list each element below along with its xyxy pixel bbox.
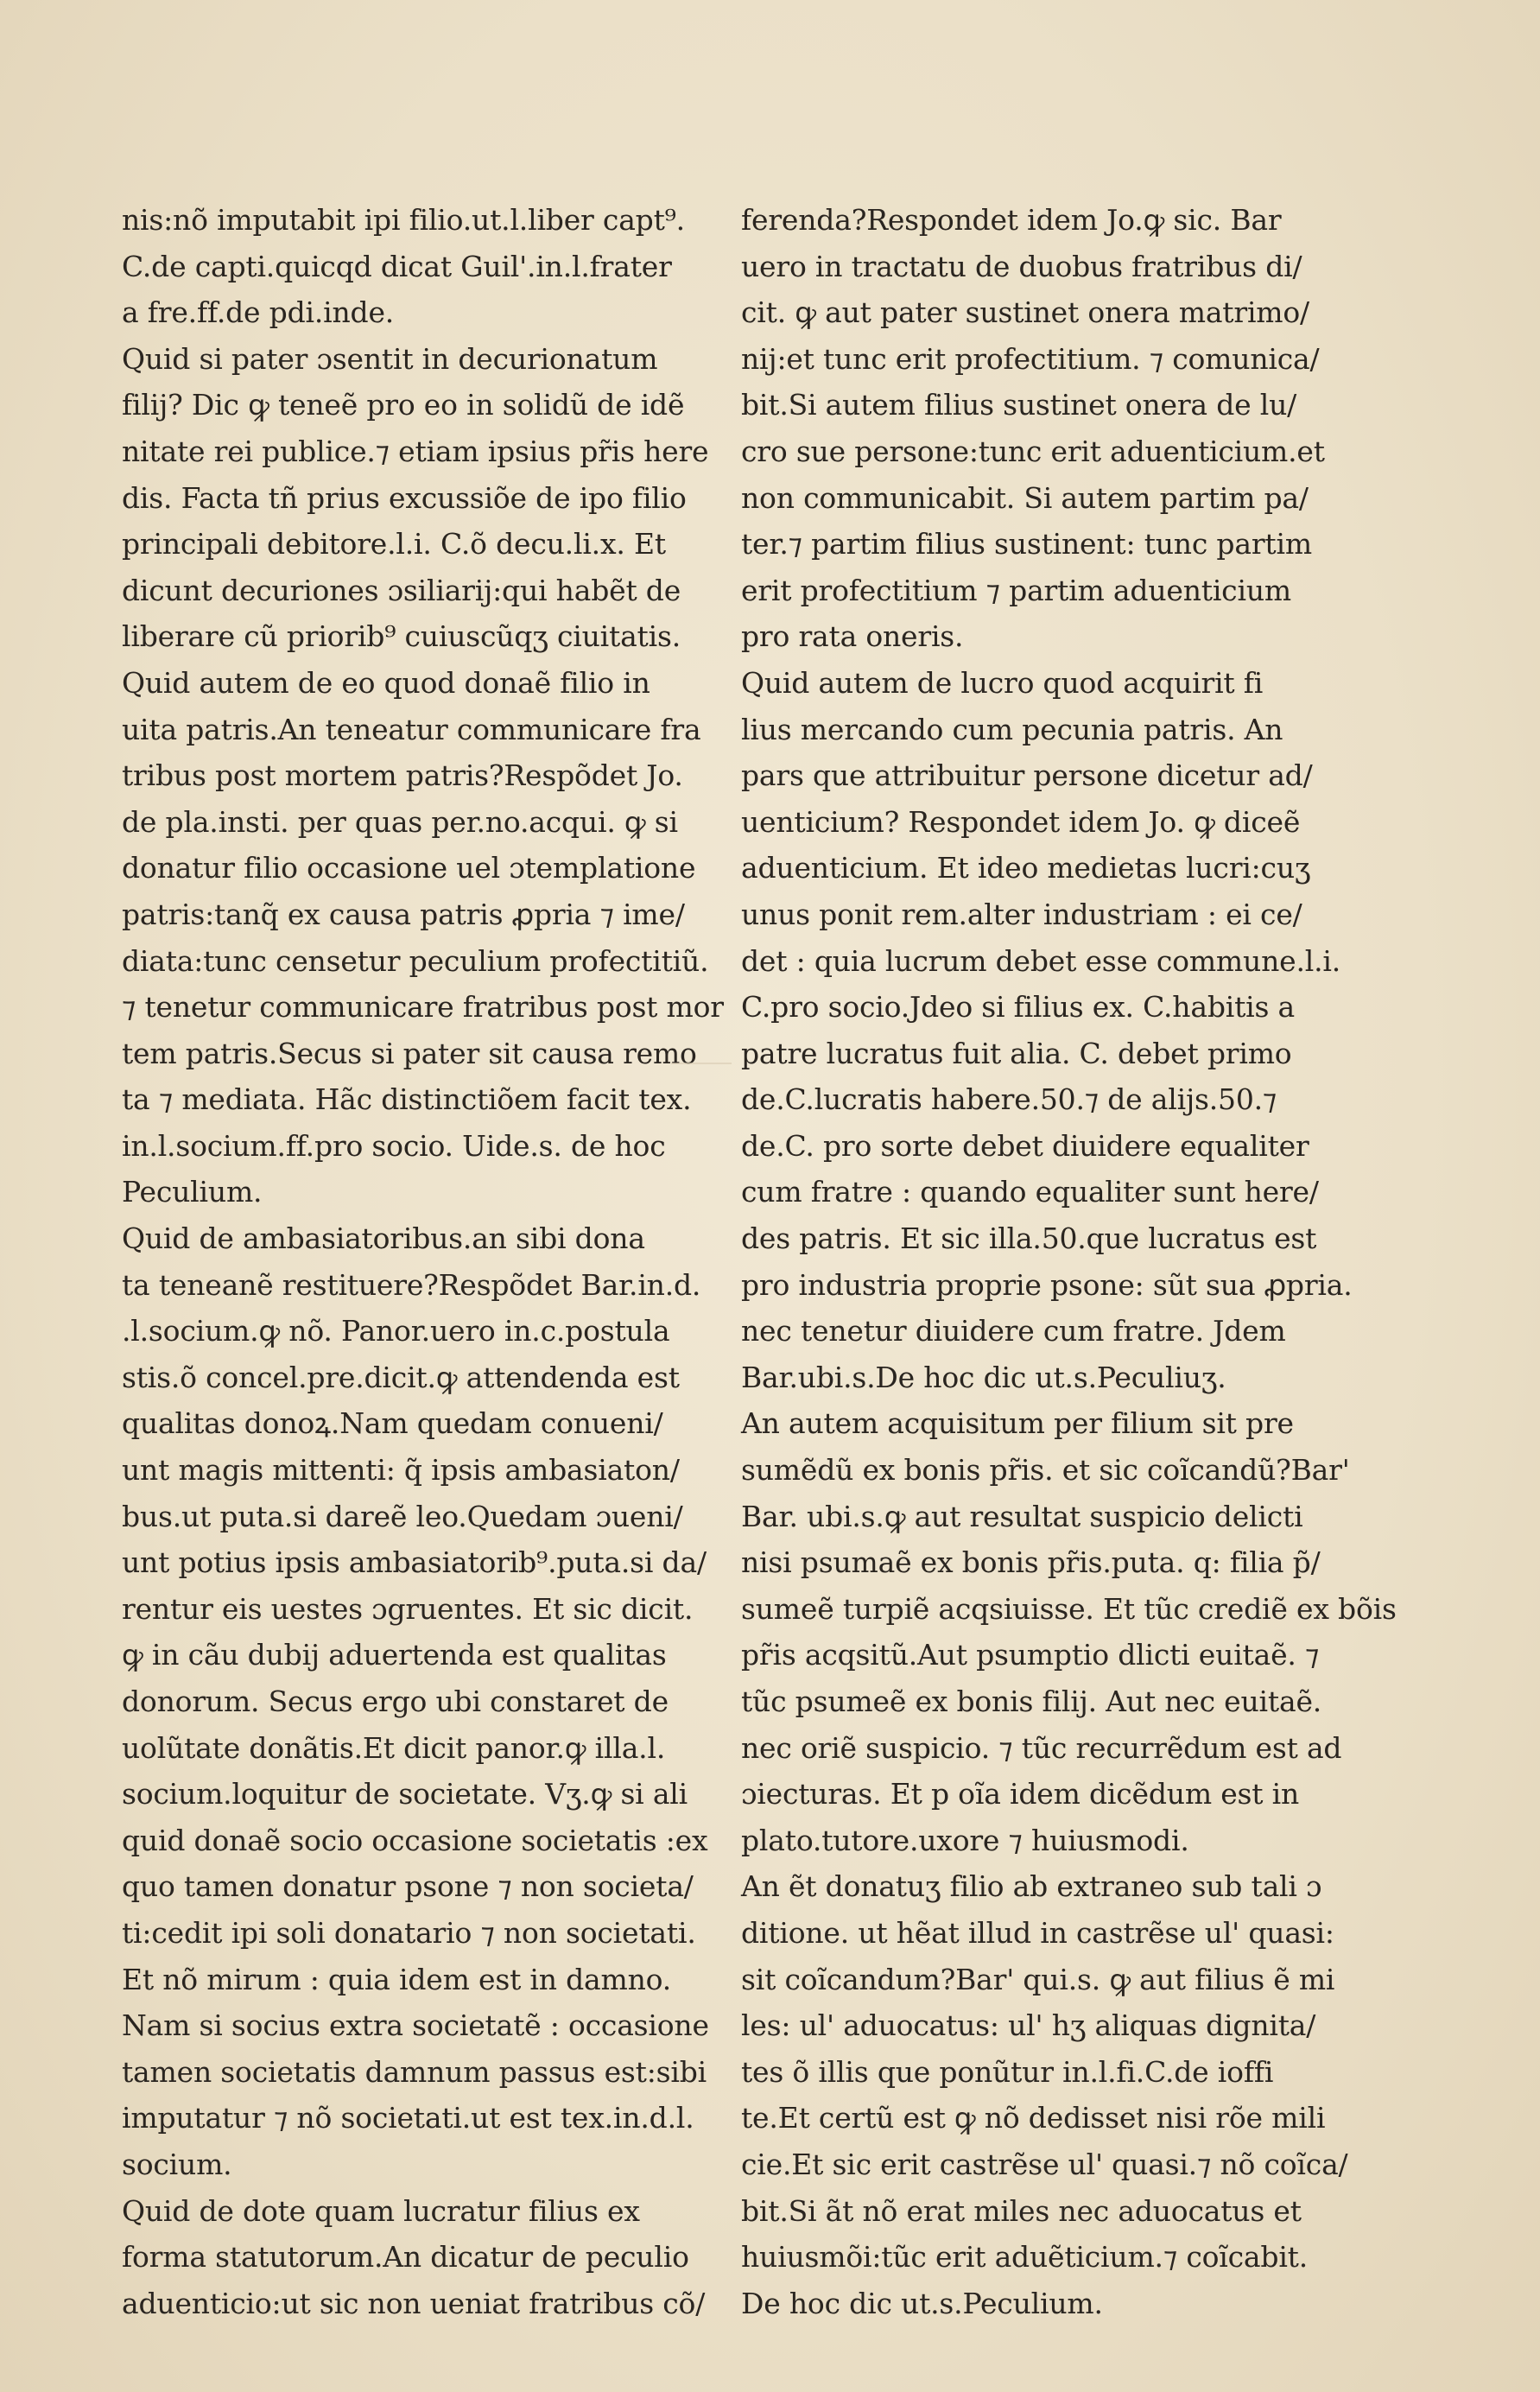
text-line: principali debitore.l.i. C.õ decu.li.x. Et bbox=[122, 527, 666, 562]
text-line: Quid de dote quam lucratur filius ex bbox=[122, 2193, 640, 2228]
text-line: donorum. Secus ergo ubi constaret de bbox=[122, 1685, 669, 1718]
text-line: in.l.socium.ff.pro socio. Uide.s. de hoc bbox=[122, 1128, 666, 1163]
text-line: rentur eis uestes ɔgruentes. Et sic dicit. bbox=[122, 1591, 694, 1626]
text-line: ditione. ut hẽat illud in castrẽse ul' quasi: bbox=[741, 1915, 1334, 1950]
text-line: sumẽdũ ex bonis pr̃is. et sic coĩcandũ?Bar' bbox=[741, 1453, 1350, 1488]
text-line: uenticium? Respondet idem Jo. ꝙ diceẽ bbox=[741, 804, 1301, 839]
text-line: non communicabit. Si autem partim pa/ bbox=[741, 480, 1309, 515]
text-line: det : quia lucrum debet esse commune.l.i. bbox=[741, 943, 1341, 978]
text-line: huiusmõi:tũc erit aduẽticium.⁊ coĩcabit. bbox=[741, 2240, 1309, 2275]
text-line: pr̃is acqsitũ.Aut psumptio dlicti euitaẽ. ⁊ bbox=[741, 1638, 1320, 1672]
text-line: cro sue persone:tunc erit aduenticium.et bbox=[741, 434, 1325, 468]
text-line: pro rata oneris. bbox=[741, 619, 964, 654]
text-line: An ẽt donatuʒ filio ab extraneo sub tali ɔ bbox=[741, 1869, 1322, 1904]
text-line: Bar. ubi.s.ꝙ aut resultat suspicio delicti bbox=[741, 1499, 1303, 1533]
text-line: Nam si socius extra societatẽ : occasione bbox=[122, 2008, 709, 2043]
text-line: An autem acquisitum per filium sit pre bbox=[741, 1406, 1294, 1441]
right-text-column bbox=[741, 197, 1397, 2326]
text-line: tes õ illis que ponũtur in.l.fi.C.de ioffi bbox=[741, 2054, 1274, 2089]
text-line: tribus post mortem patris?Respõdet Jo. bbox=[122, 758, 683, 793]
text-line: pars que attribuitur persone dicetur ad/ bbox=[741, 758, 1313, 793]
text-line: Quid autem de lucro quod acquirit fi bbox=[741, 665, 1264, 700]
text-line: bit.Si ãt nõ erat miles nec aduocatus et bbox=[741, 2193, 1302, 2228]
text-line: nisi psumaẽ ex bonis pr̃is.puta. q: filia p̃/ bbox=[741, 1545, 1321, 1580]
text-line: stis.õ concel.pre.dicit.ꝙ attendenda est bbox=[122, 1360, 680, 1394]
text-line: des patris. Et sic illa.50.que lucratus est bbox=[741, 1221, 1317, 1256]
text-line: bit.Si autem filius sustinet onera de lu/ bbox=[741, 388, 1297, 422]
text-line: nis:nõ imputabit ipi filio.ut.l.liber capt⁹. bbox=[122, 203, 685, 237]
text-line: patris:tanq̃ ex causa patris ꝓpria ⁊ ime/ bbox=[122, 897, 685, 931]
text-line: a fre.ff.de pdi.inde. bbox=[122, 295, 395, 330]
text-line: donatur filio occasione uel ɔtemplatione bbox=[122, 851, 696, 885]
text-line: lius mercando cum pecunia patris. An bbox=[741, 712, 1283, 746]
left-text-column bbox=[122, 197, 724, 2326]
text-line: de pla.insti. per quas per.no.acqui. ꝙ si bbox=[122, 804, 678, 839]
text-line: uita patris.An teneatur communicare fra bbox=[122, 712, 701, 746]
text-line: cum fratre : quando equaliter sunt here/ bbox=[741, 1175, 1319, 1209]
text-line: tũc psumeẽ ex bonis filij. Aut nec euitaẽ. bbox=[741, 1685, 1322, 1718]
text-line: Quid autem de eo quod donaẽ filio in bbox=[122, 665, 650, 700]
text-line: erit profectitium ⁊ partim aduenticium bbox=[741, 573, 1291, 607]
text-line: .l.socium.ꝙ nõ. Panor.uero in.c.postula bbox=[122, 1314, 670, 1348]
text-line: ꝙ in cãu dubij aduertenda est qualitas bbox=[122, 1638, 667, 1672]
text-line: te.Et certũ est ꝙ nõ dedisset nisi rõe mili bbox=[741, 2101, 1326, 2135]
text-line: aduenticium. Et ideo medietas lucri:cuʒ bbox=[741, 851, 1311, 885]
text-line: diata:tunc censetur peculium profectitiũ. bbox=[122, 943, 709, 978]
text-line: pro industria proprie psone: sũt sua ꝓpria. bbox=[741, 1267, 1353, 1302]
text-line: ti:cedit ipi soli donatario ⁊ non societati. bbox=[122, 1915, 696, 1950]
text-line: tem patris.Secus si pater sit causa remo bbox=[122, 1036, 697, 1070]
text-line: uolũtate donãtis.Et dicit panor.ꝙ illa.l. bbox=[122, 1730, 666, 1765]
text-line: sit coĩcandum?Bar' qui.s. ꝙ aut filius ẽ mi bbox=[741, 1962, 1335, 1996]
text-line: plato.tutore.uxore ⁊ huiusmodi. bbox=[741, 1823, 1189, 1857]
text-line: unt potius ipsis ambasiatorib⁹.puta.si da/ bbox=[122, 1545, 707, 1580]
text-line: liberare cũ priorib⁹ cuiuscũqʒ ciuitatis. bbox=[122, 619, 681, 654]
text-line: ɔiecturas. Et p oĩa idem dicẽdum est in bbox=[741, 1777, 1300, 1811]
text-line: C.de capti.quicqd dicat Guil'.in.l.frater bbox=[122, 249, 672, 283]
text-line: bus.ut puta.si dareẽ leo.Quedam ɔueni/ bbox=[122, 1499, 683, 1533]
text-line: Bar.ubi.s.De hoc dic ut.s.Peculiuʒ. bbox=[741, 1360, 1226, 1394]
text-line: cie.Et sic erit castrẽse ul' quasi.⁊ nõ coĩca/ bbox=[741, 2147, 1348, 2181]
text-line: sumeẽ turpiẽ acqsiuisse. Et tũc crediẽ ex bõis bbox=[741, 1591, 1397, 1626]
text-line: imputatur ⁊ nõ societati.ut est tex.in.d.l. bbox=[122, 2101, 694, 2135]
text-line: ferenda?Respondet idem Jo.ꝙ sic. Bar bbox=[741, 203, 1282, 237]
text-line: dicunt decuriones ɔsiliarij:qui habẽt de bbox=[122, 573, 681, 607]
text-line: nij:et tunc erit profectitium. ⁊ comunica/ bbox=[741, 341, 1320, 376]
text-line: ta teneanẽ restituere?Respõdet Bar.in.d. bbox=[122, 1267, 701, 1302]
text-line: Et nõ mirum : quia idem est in damno. bbox=[122, 1962, 672, 1996]
text-line: ⁊ tenetur communicare fratribus post mor bbox=[122, 990, 724, 1025]
gutter-mark bbox=[671, 1063, 732, 1080]
text-line: nec oriẽ suspicio. ⁊ tũc recurrẽdum est ad bbox=[741, 1730, 1342, 1765]
text-line: quid donaẽ socio occasione societatis :ex bbox=[122, 1823, 708, 1857]
text-line: unus ponit rem.alter industriam : ei ce/ bbox=[741, 897, 1302, 931]
text-line: tamen societatis damnum passus est:sibi bbox=[122, 2054, 707, 2089]
text-line: dis. Facta tñ prius excussiõe de ipo filio bbox=[122, 480, 687, 515]
text-line: filij? Dic ꝙ teneẽ pro eo in solidũ de idẽ bbox=[122, 388, 685, 422]
text-line: quo tamen donatur psone ⁊ non societa/ bbox=[122, 1869, 694, 1904]
text-line: Quid si pater ɔsentit in decurionatum bbox=[122, 341, 658, 376]
text-line: forma statutorum.An dicatur de peculio bbox=[122, 2240, 689, 2275]
text-line: C.pro socio.Jdeo si filius ex. C.habitis a bbox=[741, 990, 1296, 1025]
text-line: cit. ꝙ aut pater sustinet onera matrimo/ bbox=[741, 295, 1309, 330]
text-line: socium. bbox=[122, 2147, 232, 2181]
text-line: nitate rei publice.⁊ etiam ipsius pr̃is here bbox=[122, 434, 709, 468]
text-line: uero in tractatu de duobus fratribus di/ bbox=[741, 249, 1302, 283]
text-line: ta ⁊ mediata. Hãc distinctiõem facit tex. bbox=[122, 1082, 692, 1117]
text-line: de.C.lucratis habere.50.⁊ de alijs.50.⁊ bbox=[741, 1082, 1277, 1117]
text-line: ter.⁊ partim filius sustinent: tunc partim bbox=[741, 527, 1312, 562]
text-line: les: ul' aduocatus: ul' hʒ aliquas dignita/ bbox=[741, 2008, 1316, 2043]
text-line: patre lucratus fuit alia. C. debet primo bbox=[741, 1036, 1292, 1070]
text-line: socium.loquitur de societate. Vʒ.ꝙ si ali bbox=[122, 1777, 688, 1811]
text-line: nec tenetur diuidere cum fratre. Jdem bbox=[741, 1314, 1286, 1348]
text-line: De hoc dic ut.s.Peculium. bbox=[741, 2286, 1103, 2320]
text-line: Peculium. bbox=[122, 1175, 263, 1209]
text-line: qualitas donoꝝ.Nam quedam conueni/ bbox=[122, 1406, 663, 1441]
text-line: unt magis mittenti: q̃ ipsis ambasiaton/ bbox=[122, 1453, 680, 1488]
text-line: de.C. pro sorte debet diuidere equaliter bbox=[741, 1128, 1309, 1163]
text-line: Quid de ambasiatoribus.an sibi dona bbox=[122, 1221, 645, 1256]
text-line: aduenticio:ut sic non ueniat fratribus cõ/ bbox=[122, 2286, 706, 2320]
